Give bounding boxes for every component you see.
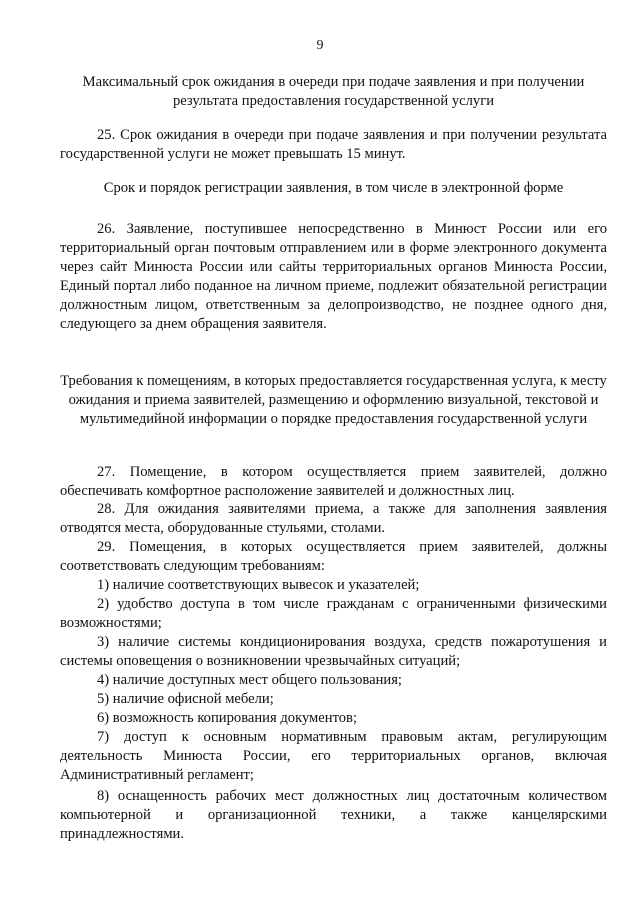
paragraph-26: 26. Заявление, поступившее непосредственно в Минюст России или его территориальный орган почтовым отправлением или в форме электронного документа через сайт Минюста России или сайты территориальных органов Минюста России, Единый портал либо поданное на личном приеме, подлежит обязательной регистрации должностным лицом, ответственным за делопроизводство, не позднее одного дня, следующего за днем обращения заявителя. [60, 221, 607, 332]
page-number: 9 [316, 38, 324, 53]
paragraph-27: 27. Помещение, в котором осуществляется прием заявителей, должно обеспечивать комфортное расположение заявителей и должностных лиц. [60, 464, 607, 499]
list-item: 2) удобство доступа в том числе гражданам с ограниченными физическими возможностями; [60, 596, 607, 631]
section-heading-registration: Срок и порядок регистрации заявления, в том числе в электронной форме [103, 180, 564, 196]
list-item: 1) наличие соответствующих вывесок и указателей; [97, 577, 420, 593]
section-heading-premises: Требования к помещениям, в которых предоставляется государственная услуга, к месту ожидания и приема заявителей, размещению и оформлению визуальной, текстовой и мультимедийной информации о порядке предоставления государственной услуги [60, 373, 607, 427]
list-item: 6) возможность копирования документов; [97, 710, 358, 726]
paragraph-28: 28. Для ожидания заявителями приема, а также для заполнения заявления отводятся места, оборудованные стульями, столами. [60, 501, 607, 536]
list-item: 8) оснащенность рабочих мест должностных лиц достаточным количеством компьютерной и организационной техники, а также канцелярскими принадлежностями. [60, 788, 607, 842]
list-item: 5) наличие офисной мебели; [97, 691, 274, 707]
paragraph-25: 25. Срок ожидания в очереди при подаче заявления и при получении результата государственной услуги не может превышать 15 минут. [60, 127, 607, 162]
list-item: 3) наличие системы кондиционирования воздуха, средств пожаротушения и системы оповещения о возникновении чрезвычайных ситуаций; [60, 634, 607, 669]
paragraph-29: 29. Помещения, в которых осуществляется прием заявителей, должны соответствовать следующим требованиям: [60, 539, 607, 574]
list-item: 7) доступ к основным нормативным правовым актам, регулирующим деятельность Минюста России, его территориальных органов, включая Административный регламент; [60, 729, 607, 783]
list-item: 4) наличие доступных мест общего пользования; [97, 672, 402, 688]
section-heading-waiting-time: Максимальный срок ожидания в очереди при подаче заявления и при получении результата предоставления государственной услуги [82, 74, 585, 109]
